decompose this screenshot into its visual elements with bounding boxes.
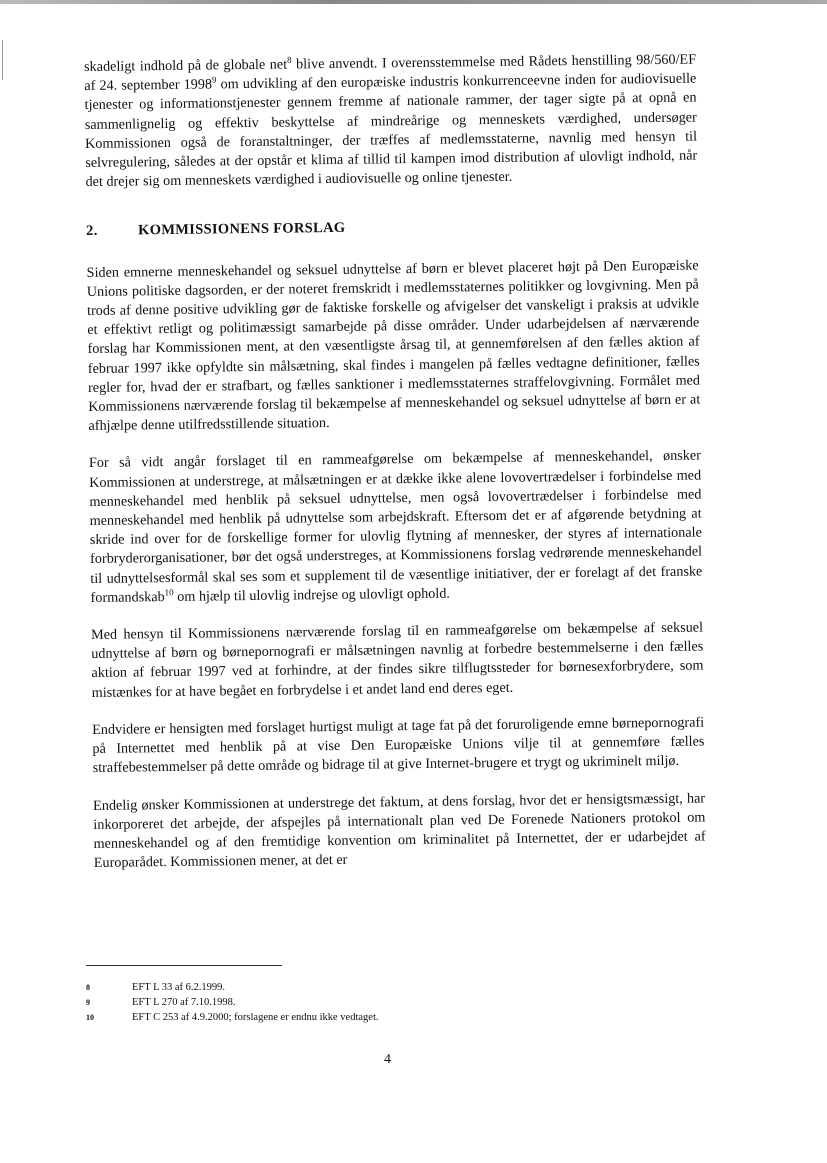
paragraph-3-part-b: om hjælp til ulovlig indrejse og ulovligt ophold. (173, 585, 451, 605)
footnote-divider (86, 965, 282, 966)
paragraph-5: Endvidere er hensigten med forslaget hurtigst muligt at tage fat på det foruroligende emne børnepornografi på Internettet med henblik på at vise Den Europæiske Unions vilje til at gennemføre fælles straffebestemmelser på dette område og bidrage til at give Internet-brugere et trygt og ukriminelt miljø. (92, 714, 705, 777)
paragraph-1 (84, 51, 698, 193)
paragraph-1-part-a: skadeligt indhold på de globale net (84, 56, 288, 75)
footnote-text: EFT L 270 af 7.10.1998. (132, 997, 236, 1008)
footnote-item (86, 995, 506, 1010)
footnote-ref-8: 8 (286, 54, 292, 65)
footnote-item (86, 980, 506, 995)
paragraph-3-part-a: For så vidt angår forslaget til en rammeafgørelse om bekæmpelse af menneskehandel, ønsker Kommissionen at understrege, at målsætningen er at dække ikke alene lovovertrædelser i forbindelse med menneskehandel med henblik på seksuel udnyttelse, men også lovovertrædelser i forbindelse med menneskehandel med henblik på udnyttelse som arbejdskraft. Eftersom det er af afgørende betydning at skride ind over for de forskellige former for ulovlig flytning af mennesker, der styres af internationale forbryderorganisationer, bør det også understreges, at Kommissionens forslag vedrørende menneskehandel til udnyttelsesformål skal ses som et supplement til de væsentlige initiativer, der er forelagt af det franske formandskab (88, 447, 703, 606)
section-number: 2. (86, 223, 98, 240)
paragraph-3 (89, 447, 703, 608)
scan-edge (0, 0, 827, 4)
page-number: 4 (384, 1052, 391, 1067)
footnote-ref-9: 9 (211, 74, 217, 85)
paragraph-4: Med hensyn til Kommissionens nærværende forslag til en rammeafgørelse om bekæmpelse af seksuel udnyttelse af børn og børnepornografi er målsætningen navnlig at forbedre bestemmelserne i den fælles aktion af februar 1997 ved at forhindre, at der findes sikre tilflugtssteder for børnesexforbrydere, som mistænkes for at have begået en forbrydelse i et andet land end deres eget. (90, 619, 704, 701)
page-body (84, 51, 706, 892)
scan-mark (2, 40, 3, 80)
paragraph-2: Siden emnerne menneskehandel og seksuel udnyttelse af børn er blevet placeret højt på Den Europæiske Unions politiske dagsorden, er der noteret fremskridt i medlemsstaternes politikker og lovgivning. Men på trods af denne positive udvikling gør de faktiske forskelle og afvigelser det vanskeligt i praksis at udvikle et effektivt retligt og politimæssigt samarbejde på disse områder. Under udarbejdelsen af nærværende forslag har Kommissionen ment, at den væsentligste årsag til, at gennemførelsen af den fælles aktion af februar 1997 ikke opfyldte sin målsætning, skal findes i mangelen på fælles vedtagne definitioner, fælles regler for, hvad der er strafbart, og fælles sanktioner i medlemsstaternes straffelovgivning. Formålet med Kommissionens nærværende forslag til bekæmpelse af menneskehandel og seksuel udnyttelse af børn er at afhjælpe denne utilfredsstillende situation. (86, 257, 701, 435)
paragraph-1-part-b: blive anvendt. I overensstemmelse med Rådets henstilling 98/560/EF af 24. september 1998 (84, 51, 697, 95)
footnote-mark: 8 (86, 983, 90, 992)
footnote-mark: 10 (86, 1013, 94, 1022)
section-title: KOMMISSIONENS FORSLAG (138, 220, 346, 239)
footnote-item (86, 1010, 506, 1025)
paragraph-6: Endelig ønsker Kommissionen at understrege det faktum, at dens forslag, hvor det er hensigtsmæssigt, har inkorporeret det arbejde, der afspejles på internationalt plan ved De Forenede Nationers protokol om menneskehandel og af den fremtidige konvention om kriminalitet på Internettet, der er udarbejdet af Europarådet. Kommissionen mener, at det er (93, 789, 706, 872)
footnote-text: EFT L 33 af 6.2.1999. (132, 982, 226, 993)
paragraph-1-part-c: om udvikling af den europæiske industris konkurrenceevne inden for audiovisuelle tjenester og informationstjenester gennem fremme af nationale rammer, der tager sigte på at opnå en sammenlignelig og effektiv beskyttelse af mindreårige og menneskets værdighed, undersøger Kommissionen også de foranstaltninger, der træffes af medlemsstaterne, navnlig med hensyn til selvregulering, således at der opstår et klima af tillid til kampen imod distribution af ulovligt indhold, når det drejer sig om menneskets værdighed i audiovisuelle og online tjenester. (84, 70, 698, 191)
section-heading (86, 215, 698, 242)
footnote-mark: 9 (86, 998, 90, 1007)
footnotes (86, 980, 506, 1025)
footnote-text: EFT C 253 af 4.9.2000; forslagene er endnu ikke vedtaget. (132, 1012, 379, 1023)
footnote-ref-10: 10 (164, 587, 174, 598)
